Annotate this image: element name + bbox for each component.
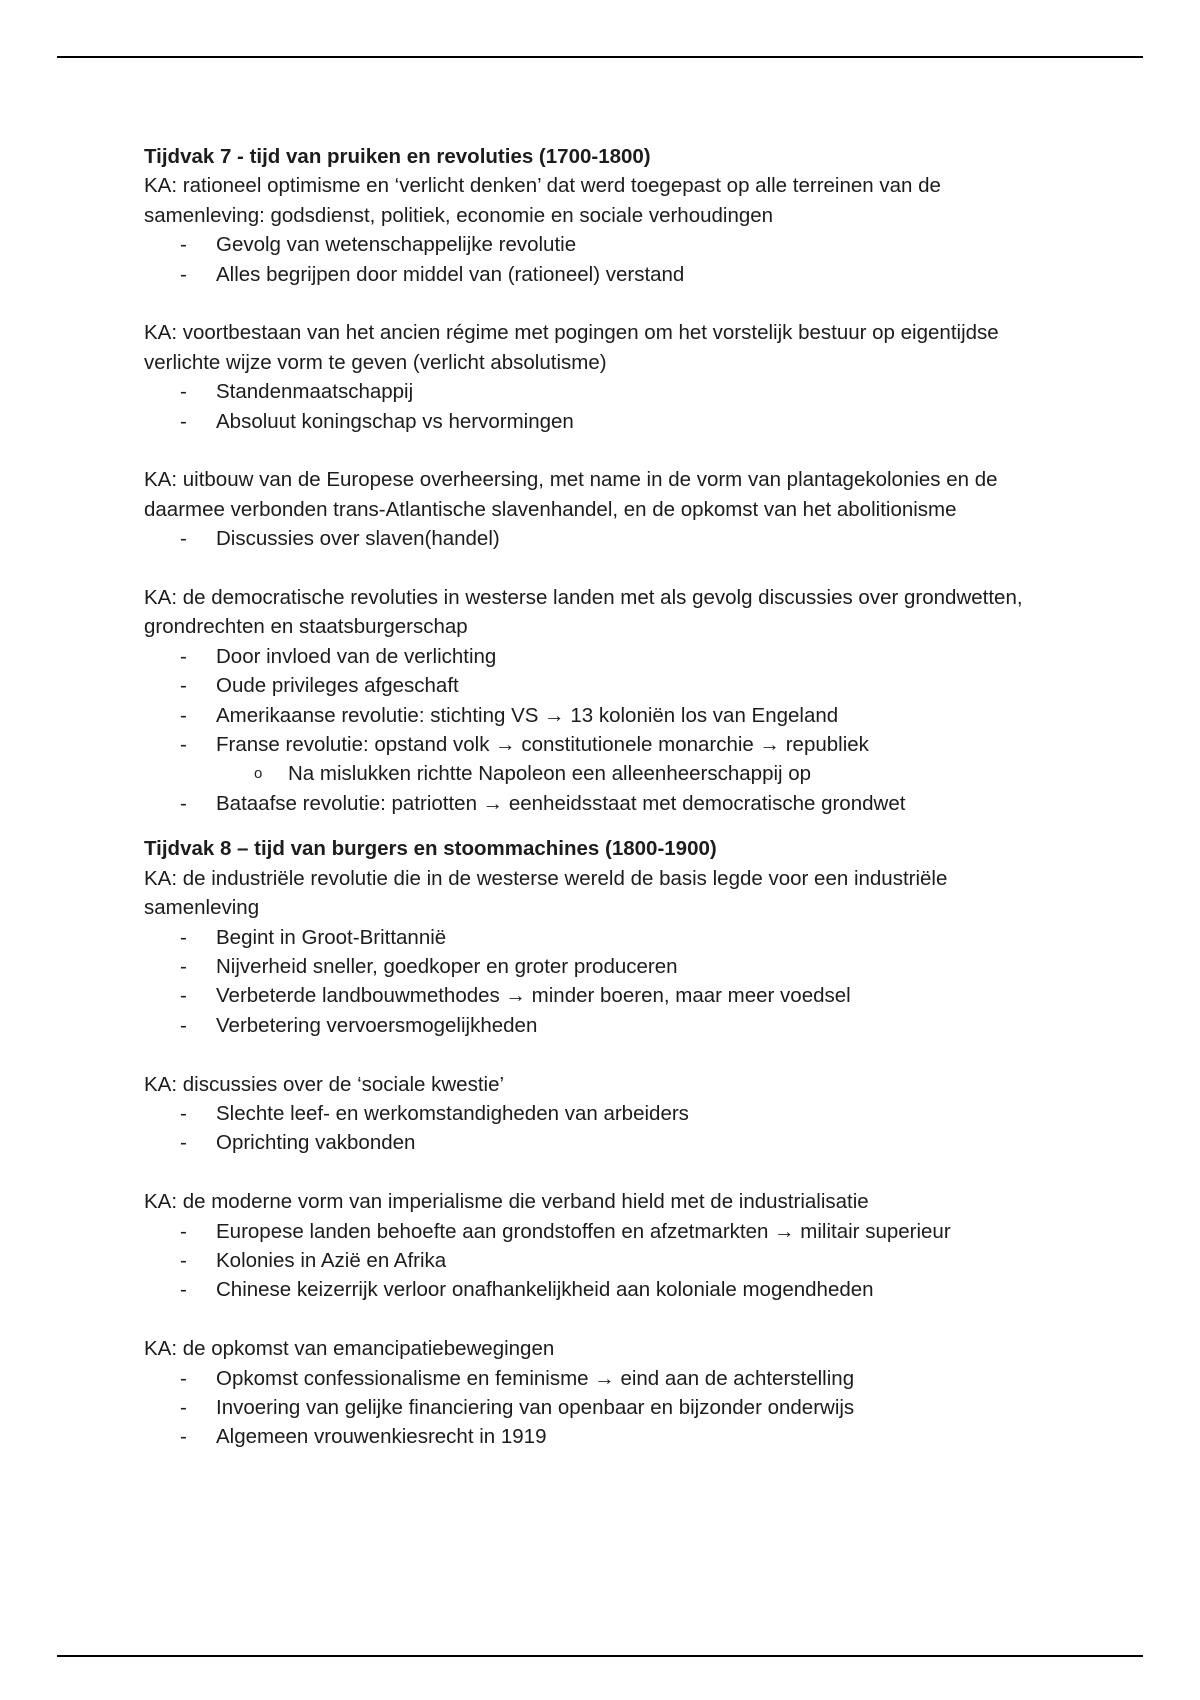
ka-paragraph: KA: discussies over de ‘sociale kwestie’ bbox=[144, 1072, 505, 1096]
heading-tijdvak-7: Tijdvak 7 - tijd van pruiken en revoluties (1700-1800) bbox=[144, 145, 651, 168]
ka-paragraph: KA: de opkomst van emancipatiebewegingen bbox=[144, 1337, 555, 1361]
ka-paragraph: KA: de moderne vorm van imperialisme die verband hield met de industrialisatie bbox=[144, 1190, 869, 1214]
ka-paragraph: KA: uitbouw van de Europese overheersing, met name in de vorm van plantagekolonies en de daarmee verbonden trans-Atlantische slavenhandel, en de opkomst van het abolitionisme bbox=[144, 468, 998, 521]
dash-bullet-icon: - bbox=[180, 380, 187, 404]
bullet-list bbox=[144, 524, 1064, 553]
ka-paragraph: KA: rationeel optimisme en ‘verlicht denken’ dat werd toegepast op alle terreinen van de samenleving: godsdienst, politiek, economie en sociale verhoudingen bbox=[144, 174, 941, 227]
dash-bullet-icon: - bbox=[180, 674, 187, 698]
list-item: - Discussies over slaven(handel) bbox=[144, 524, 1064, 553]
list-item: - Bataafse revolutie: patriotten → eenheidsstaat met democratische grondwet bbox=[144, 789, 1064, 818]
list-item: - Absoluut koningschap vs hervormingen bbox=[144, 407, 1064, 436]
list-item: - Oprichting vakbonden bbox=[144, 1128, 1064, 1157]
section-tijdvak-7-verlichting bbox=[144, 142, 1064, 289]
list-item: - Slechte leef- en werkomstandigheden van arbeiders bbox=[144, 1099, 1064, 1128]
dash-bullet-icon: - bbox=[180, 527, 187, 551]
list-item: - Alles begrijpen door middel van (rationeel) verstand bbox=[144, 260, 1064, 289]
list-item: - Verbetering vervoersmogelijkheden bbox=[144, 1011, 1064, 1040]
circle-bullet-icon: o bbox=[254, 765, 263, 783]
dash-bullet-icon: - bbox=[180, 233, 187, 257]
ka-paragraph: KA: de industriële revolutie die in de westerse wereld de basis legde voor een industriële samenleving bbox=[144, 866, 948, 920]
dash-bullet-icon: - bbox=[180, 791, 187, 815]
dash-bullet-icon: - bbox=[180, 733, 187, 757]
dash-bullet-icon: - bbox=[180, 409, 187, 433]
sub-list-item: o Na mislukken richtte Napoleon een alleenheerschappij op bbox=[144, 759, 1064, 788]
list-item: - Standenmaatschappij bbox=[144, 377, 1064, 406]
bullet-list bbox=[144, 377, 1064, 436]
section-tijdvak-8-industriele-revolutie bbox=[144, 834, 1064, 1040]
dash-bullet-icon: - bbox=[180, 1013, 187, 1037]
bullet-list bbox=[144, 1217, 1064, 1305]
list-item: - Opkomst confessionalisme en feminisme → eind aan de achterstelling bbox=[144, 1364, 1064, 1393]
document-body bbox=[144, 142, 1064, 1481]
dash-bullet-icon: - bbox=[180, 925, 187, 949]
bullet-list bbox=[144, 1364, 1064, 1452]
list-item: - Amerikaanse revolutie: stichting VS → 13 koloniën los van Engeland bbox=[144, 701, 1064, 730]
bullet-list bbox=[144, 923, 1064, 1041]
dash-bullet-icon: - bbox=[180, 262, 187, 286]
list-item: - Algemeen vrouwenkiesrecht in 1919 bbox=[144, 1422, 1064, 1451]
list-item: - Begint in Groot-Brittannië bbox=[144, 923, 1064, 952]
section-ancien-regime bbox=[144, 318, 1064, 436]
bullet-list bbox=[144, 230, 1064, 289]
dash-bullet-icon: - bbox=[180, 703, 187, 727]
list-item: - Franse revolutie: opstand volk → constitutionele monarchie → republiek bbox=[144, 730, 1064, 759]
section-sociale-kwestie bbox=[144, 1070, 1064, 1158]
ka-paragraph: KA: voortbestaan van het ancien régime met pogingen om het vorstelijk bestuur op eigentijdse verlichte wijze vorm te geven (verlicht absolutisme) bbox=[144, 321, 999, 374]
list-item: - Invoering van gelijke financiering van openbaar en bijzonder onderwijs bbox=[144, 1393, 1064, 1422]
dash-bullet-icon: - bbox=[180, 644, 187, 668]
section-democratische-revoluties bbox=[144, 583, 1064, 818]
heading-tijdvak-8: Tijdvak 8 – tijd van burgers en stoommachines (1800-1900) bbox=[144, 837, 717, 861]
dash-bullet-icon: - bbox=[180, 1101, 187, 1125]
dash-bullet-icon: - bbox=[180, 954, 187, 978]
footer-rule bbox=[57, 1655, 1143, 1657]
dash-bullet-icon: - bbox=[180, 1366, 187, 1390]
section-imperialisme bbox=[144, 1187, 1064, 1305]
list-item: - Europese landen behoefte aan grondstoffen en afzetmarkten → militair superieur bbox=[144, 1217, 1064, 1246]
ka-paragraph: KA: de democratische revoluties in westerse landen met als gevolg discussies over grondwetten, grondrechten en staatsburgerschap bbox=[144, 586, 1023, 639]
list-item: - Verbeterde landbouwmethodes → minder boeren, maar meer voedsel bbox=[144, 981, 1064, 1010]
list-item: - Kolonies in Azië en Afrika bbox=[144, 1246, 1064, 1275]
dash-bullet-icon: - bbox=[180, 1219, 187, 1243]
dash-bullet-icon: - bbox=[180, 1425, 187, 1449]
list-item: - Door invloed van de verlichting bbox=[144, 642, 1064, 671]
header-rule bbox=[57, 56, 1143, 58]
section-europese-overheersing bbox=[144, 465, 1064, 553]
list-item: - Chinese keizerrijk verloor onafhankelijkheid aan koloniale mogendheden bbox=[144, 1275, 1064, 1304]
section-emancipatiebewegingen bbox=[144, 1334, 1064, 1452]
dash-bullet-icon: - bbox=[180, 984, 187, 1008]
dash-bullet-icon: - bbox=[180, 1395, 187, 1419]
bullet-list bbox=[144, 642, 1064, 818]
dash-bullet-icon: - bbox=[180, 1131, 187, 1155]
dash-bullet-icon: - bbox=[180, 1248, 187, 1272]
list-item: - Nijverheid sneller, goedkoper en groter produceren bbox=[144, 952, 1064, 981]
bullet-list bbox=[144, 1099, 1064, 1158]
list-item: - Gevolg van wetenschappelijke revolutie bbox=[144, 230, 1064, 259]
list-item: - Oude privileges afgeschaft bbox=[144, 671, 1064, 700]
dash-bullet-icon: - bbox=[180, 1278, 187, 1302]
